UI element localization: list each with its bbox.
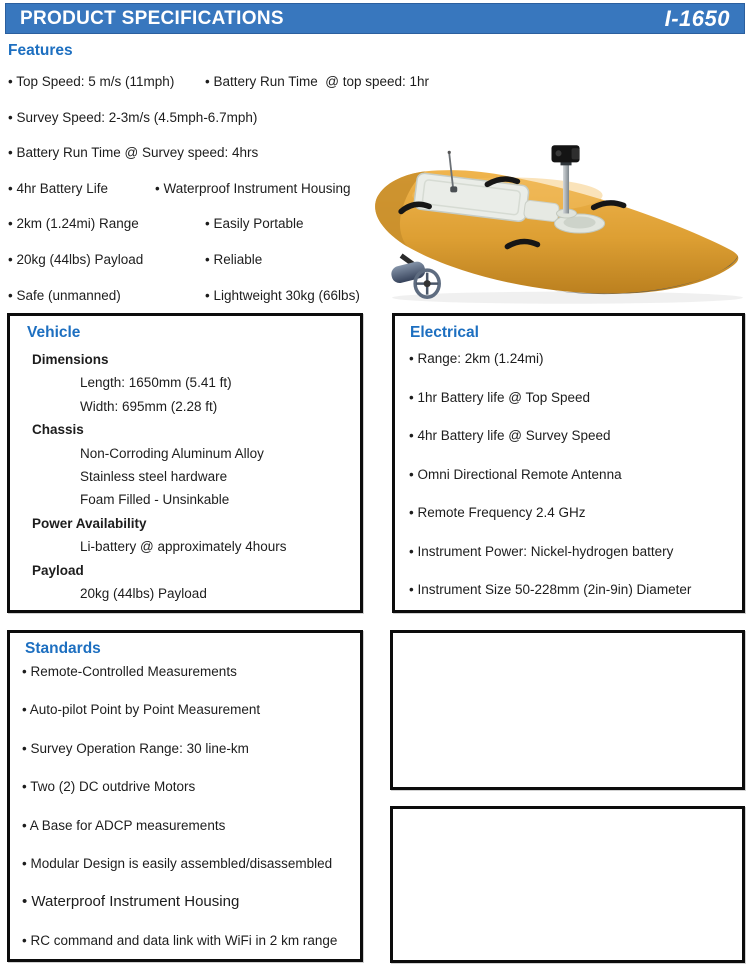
model-number: I-1650 xyxy=(664,5,730,31)
vehicle-heading: Vehicle xyxy=(27,324,81,341)
feature-item: • Survey Speed: 2-3m/s (4.5mph-6.7mph) xyxy=(8,109,258,125)
feature-item: • Lightweight 30kg (66lbs) xyxy=(205,287,360,303)
standards-panel xyxy=(7,630,363,962)
spec-item: • Range: 2km (1.24mi) xyxy=(409,351,544,366)
feature-row xyxy=(0,106,750,142)
spec-item: • Remote Frequency 2.4 GHz xyxy=(409,505,586,520)
spec-item: Width: 695mm (2.28 ft) xyxy=(80,398,218,414)
feature-item: • Easily Portable xyxy=(205,216,304,232)
spec-section-label: Power Availability xyxy=(32,515,147,531)
spec-item: Non-Corroding Aluminum Alloy xyxy=(80,445,264,461)
boat-propeller xyxy=(390,256,440,298)
feature-item: • Safe (unmanned) xyxy=(8,287,121,303)
boat-shadow xyxy=(392,292,743,304)
empty-panel-top xyxy=(390,630,745,790)
electrical-heading: Electrical xyxy=(410,324,479,341)
spec-item: • 4hr Battery life @ Survey Speed xyxy=(409,428,611,443)
spec-section-label: Dimensions xyxy=(32,352,109,367)
feature-item: • Reliable xyxy=(205,251,263,267)
spec-item: • Survey Operation Range: 30 line-km xyxy=(22,740,249,756)
feature-row xyxy=(0,70,750,106)
spec-item: • Omni Directional Remote Antenna xyxy=(409,466,622,482)
spec-item: • Modular Design is easily assembled/disassembled xyxy=(22,855,333,871)
feature-item: • Battery Run Time @ top speed: 1hr xyxy=(205,74,430,89)
spec-section-label: Chassis xyxy=(32,422,84,438)
spec-item: Li-battery @ approximately 4hours xyxy=(80,539,287,555)
feature-item: • Battery Run Time @ Survey speed: 4hrs xyxy=(8,145,259,161)
spec-item: Foam Filled - Unsinkable xyxy=(80,492,230,508)
feature-item: • Waterproof Instrument Housing xyxy=(155,180,351,196)
spec-item: • Auto-pilot Point by Point Measurement xyxy=(22,702,261,718)
feature-item: • Top Speed: 5 m/s (11mph) xyxy=(8,74,175,89)
vehicle-specs xyxy=(22,348,348,605)
spec-section-label: Payload xyxy=(32,562,84,578)
spec-item: • A Base for ADCP measurements xyxy=(22,817,226,833)
spec-item: 20kg (44lbs) Payload xyxy=(80,586,207,602)
spec-item: • Remote-Controlled Measurements xyxy=(22,664,237,679)
feature-item: • 4hr Battery Life xyxy=(8,180,109,196)
spec-item: • Instrument Power: Nickel-hydrogen battery xyxy=(409,543,674,559)
electrical-specs xyxy=(405,349,732,619)
page-title: PRODUCT SPECIFICATIONS xyxy=(20,7,284,29)
feature-item: • 2km (1.24mi) Range xyxy=(8,216,139,232)
feature-item: • 20kg (44lbs) Payload xyxy=(8,251,144,267)
spec-item: • Two (2) DC outdrive Motors xyxy=(22,779,196,795)
standards-specs xyxy=(20,662,350,969)
spec-item: Stainless steel hardware xyxy=(80,469,228,485)
spec-item: • 1hr Battery life @ Top Speed xyxy=(409,389,591,405)
standards-heading: Standards xyxy=(25,640,101,657)
spec-item: Length: 1650mm (5.41 ft) xyxy=(80,375,232,391)
spec-item: • Instrument Size 50-228mm (2in-9in) Diameter xyxy=(409,582,692,597)
spec-item: • Waterproof Instrument Housing xyxy=(22,893,240,911)
product-photo-boat xyxy=(357,143,750,306)
features-heading: Features xyxy=(8,42,73,59)
empty-panel-bottom xyxy=(390,806,745,963)
header-bar xyxy=(5,3,745,34)
vehicle-panel xyxy=(7,313,363,613)
spec-item: • RC command and data link with WiFi in 2 km range xyxy=(22,932,338,948)
electrical-panel xyxy=(392,313,745,613)
